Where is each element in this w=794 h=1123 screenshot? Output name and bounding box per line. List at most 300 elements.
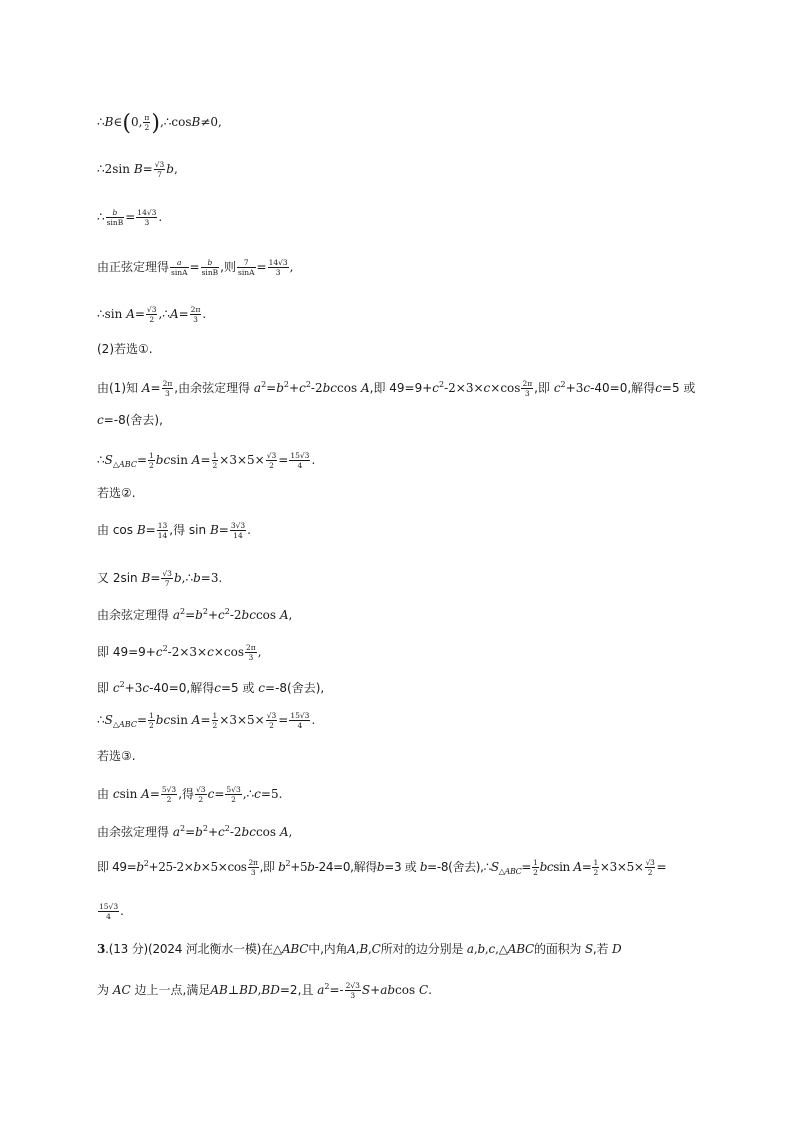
- numerator: 14√3: [268, 258, 288, 267]
- text: 0,: [130, 115, 143, 129]
- text: c: [553, 381, 561, 395]
- text: .: [311, 453, 316, 467]
- text: ,: [484, 942, 489, 956]
- denominator: 7: [157, 170, 162, 179]
- denominator: 14: [233, 531, 243, 540]
- text: .: [158, 210, 163, 224]
- solution-line-16: [97, 711, 704, 733]
- text: 由(1)知: [97, 381, 138, 395]
- text: =: [185, 608, 196, 622]
- text: ,: [473, 942, 478, 956]
- denominator: 3: [193, 315, 198, 324]
- text: =: [150, 381, 161, 395]
- text: c: [207, 787, 215, 801]
- text: =5.: [260, 787, 283, 801]
- text: b: [166, 162, 174, 176]
- text: bc: [539, 860, 554, 874]
- text: =: [189, 260, 200, 274]
- fraction: [245, 643, 257, 662]
- denominator: 2: [212, 461, 218, 470]
- text: c: [218, 608, 225, 622]
- solution-line-19: [97, 821, 704, 840]
- subscript: △ABC: [498, 867, 522, 876]
- text: BD: [261, 983, 280, 997]
- text: ,: [288, 608, 293, 622]
- text: +3: [124, 681, 143, 695]
- solution-line-9: [97, 451, 704, 473]
- numerator: 1: [212, 711, 218, 720]
- text: 由 cos: [97, 523, 134, 537]
- solution-line-8: [97, 412, 704, 428]
- superscript: 2: [439, 380, 445, 389]
- superscript: 2: [285, 859, 291, 868]
- text: S: [584, 942, 593, 956]
- superscript: 2: [224, 607, 230, 616]
- text: S: [361, 983, 371, 997]
- text: A: [141, 787, 150, 801]
- text: 又 2sin: [97, 571, 138, 585]
- text: ,得: [178, 787, 195, 801]
- solution-line-14: [97, 641, 704, 662]
- superscript: 2: [119, 680, 125, 689]
- text: =3.: [200, 571, 223, 585]
- text: b: [193, 571, 201, 585]
- superscript: 2: [305, 380, 311, 389]
- text: =: [278, 453, 289, 467]
- text: .: [428, 983, 432, 997]
- fraction: [266, 711, 278, 730]
- denominator: 3: [144, 218, 150, 227]
- text: -2×3×: [444, 381, 484, 395]
- text: 所对的边分别是: [380, 942, 464, 956]
- denominator: 4: [297, 461, 303, 470]
- fraction: [268, 258, 289, 277]
- text: c: [483, 381, 491, 395]
- text: ×5×cos: [200, 860, 247, 874]
- numerator: √3: [154, 160, 165, 169]
- text: sin: [119, 787, 138, 801]
- denominator: sinB: [106, 218, 124, 227]
- text: =: [266, 381, 277, 395]
- numerator: 5√3: [161, 785, 177, 794]
- superscript: 2: [162, 644, 168, 653]
- fraction: [161, 785, 177, 804]
- text: b: [477, 942, 485, 956]
- text: b: [276, 381, 284, 395]
- text: B: [359, 942, 368, 956]
- text: =: [136, 713, 148, 727]
- text: c: [214, 681, 221, 695]
- text: A: [126, 307, 135, 321]
- text: =: [218, 523, 229, 537]
- text: .(13 分)(2024 河北衡水一模)在△: [105, 942, 282, 956]
- numerator: 13: [157, 521, 168, 530]
- text: ,即: [534, 381, 550, 395]
- text: b: [195, 608, 203, 622]
- text: A: [360, 381, 370, 395]
- text: =: [185, 825, 196, 839]
- text: (2)若选①.: [97, 342, 153, 356]
- denominator: sinA: [238, 268, 255, 277]
- text: 由: [97, 787, 110, 801]
- numerator: [106, 208, 125, 218]
- text: 由余弦定理得: [97, 825, 170, 839]
- fraction: [148, 451, 155, 470]
- solution-line-11: [97, 521, 704, 540]
- text: ,则: [220, 260, 236, 274]
- text: =: [142, 162, 153, 176]
- text: ⊥: [227, 983, 240, 997]
- denominator: 2: [647, 868, 653, 877]
- text: b: [112, 208, 118, 217]
- numerator: π: [144, 113, 150, 122]
- numerator: √3: [146, 305, 157, 314]
- solution-line-7: [97, 377, 704, 398]
- superscript: 2: [180, 824, 186, 833]
- denominator: 2: [269, 721, 274, 730]
- text: ×3×5×: [219, 713, 265, 727]
- text: c: [112, 787, 120, 801]
- denominator: 2: [212, 721, 218, 730]
- text: =: [200, 453, 211, 467]
- text: ,即: [259, 860, 275, 874]
- fraction: [154, 160, 166, 179]
- text: A: [347, 942, 356, 956]
- text: =: [521, 860, 532, 874]
- text: c: [299, 381, 306, 395]
- text: =5 或: [220, 681, 255, 695]
- fraction: [157, 521, 169, 540]
- denominator: 2: [166, 795, 172, 804]
- text: 中,内角: [308, 942, 348, 956]
- text: =: [581, 860, 592, 874]
- text: A: [169, 307, 179, 321]
- text: D: [611, 942, 622, 956]
- solution-line-6: [97, 341, 704, 357]
- numerator: √3: [196, 785, 206, 794]
- text: =: [200, 713, 211, 727]
- text: ×cos: [213, 645, 245, 659]
- text: B: [104, 115, 114, 129]
- solution-line-1: [97, 111, 704, 136]
- fraction: [289, 451, 310, 470]
- text: 即 49=: [97, 860, 137, 874]
- text: =: [178, 307, 189, 321]
- fraction: [248, 858, 259, 877]
- numerator: 2π: [162, 379, 173, 388]
- text: ABC: [281, 942, 309, 956]
- text: a: [317, 983, 325, 997]
- text: +3: [565, 381, 584, 395]
- fraction: [148, 711, 155, 730]
- numerator: 15√3: [99, 902, 119, 911]
- text: sin: [553, 860, 570, 874]
- text: AC: [112, 983, 131, 997]
- text: ×cos: [490, 381, 521, 395]
- text: cos: [255, 825, 277, 839]
- text: b: [376, 860, 385, 874]
- text: AB: [210, 983, 228, 997]
- superscript: 2: [283, 380, 290, 389]
- numerator: 7: [237, 258, 256, 268]
- text: ∴: [97, 115, 105, 129]
- numerator: 14√3: [137, 208, 157, 217]
- text: ,∴cos: [159, 115, 192, 129]
- fraction: [225, 785, 241, 804]
- text: C: [371, 942, 381, 956]
- text: A: [191, 713, 201, 727]
- text: =2,且: [279, 983, 314, 997]
- text: c: [432, 381, 440, 395]
- problem-number: 3: [97, 942, 106, 956]
- solution-line-10: [97, 485, 704, 501]
- text: 即: [97, 681, 110, 695]
- text: =-8(舍去),: [265, 681, 325, 695]
- text: S: [104, 453, 113, 467]
- text: .: [202, 307, 207, 321]
- text: ∴sin: [97, 307, 123, 321]
- text: c: [258, 681, 266, 695]
- text: 若选②.: [97, 486, 136, 500]
- text: cos: [255, 608, 277, 622]
- text: =-: [329, 983, 344, 997]
- superscript: 2: [224, 824, 230, 833]
- text: cos: [337, 381, 358, 395]
- text: .: [311, 713, 316, 727]
- text: ,: [355, 942, 360, 956]
- denominator: 7: [164, 579, 170, 588]
- denominator: 2: [198, 795, 204, 804]
- text: b: [136, 860, 144, 874]
- numerator: 3√3: [230, 521, 246, 530]
- text: .: [247, 523, 251, 537]
- solution-line-2: [97, 160, 704, 179]
- text: ∴: [97, 210, 105, 224]
- text: a: [172, 825, 180, 839]
- denominator: 4: [297, 721, 303, 730]
- solution-line-17: [97, 748, 704, 764]
- text: ∴: [97, 713, 105, 727]
- text: c: [488, 942, 496, 956]
- text: -40=0,解得: [149, 681, 215, 695]
- numerator: 1: [212, 451, 218, 460]
- text: S: [490, 860, 499, 874]
- text: bc: [322, 381, 338, 395]
- text: a: [177, 258, 182, 267]
- denominator: 14: [157, 531, 168, 540]
- solution-line-15: [97, 677, 704, 696]
- text: ,: [173, 162, 178, 176]
- denominator: 2: [593, 868, 598, 877]
- fraction: [98, 902, 119, 921]
- text: ,得 sin: [169, 523, 207, 537]
- numerator: 1: [149, 451, 154, 460]
- fraction: [532, 858, 538, 877]
- superscript: 2: [202, 607, 208, 616]
- text: c: [254, 787, 261, 801]
- fraction: [266, 451, 278, 470]
- numerator: √3: [162, 569, 172, 578]
- text: ∴: [97, 453, 105, 467]
- text: BD: [239, 983, 258, 997]
- denominator: 2: [149, 315, 155, 324]
- text: -2: [229, 825, 242, 839]
- text: b: [307, 860, 315, 874]
- denominator: sinB: [201, 268, 219, 277]
- fraction: [106, 208, 125, 227]
- fraction: [289, 711, 310, 730]
- text: bc: [155, 713, 171, 727]
- text: ,: [288, 825, 293, 839]
- numerator: 1: [533, 858, 538, 867]
- text: sin: [170, 453, 188, 467]
- fraction: [345, 981, 361, 1000]
- denominator: 3: [250, 868, 256, 877]
- text: -2: [229, 608, 242, 622]
- text: 即 49=9+: [97, 645, 156, 659]
- fraction: [190, 305, 202, 324]
- solution-line-13: [97, 604, 704, 623]
- numerator: 2√3: [345, 981, 360, 990]
- text: 由正弦定理得: [97, 260, 170, 274]
- numerator: √3: [645, 858, 655, 867]
- text: =: [136, 453, 148, 467]
- fraction: [645, 858, 656, 877]
- text: 的面积为: [534, 942, 582, 956]
- text: -2×3×: [167, 645, 208, 659]
- text: =: [656, 860, 667, 874]
- text: b: [193, 860, 201, 874]
- text: =-8(舍去),∴: [427, 860, 491, 874]
- text: c: [155, 645, 163, 659]
- text: ≠0,: [200, 115, 222, 129]
- text: ,由余弦定理得: [174, 381, 251, 395]
- text: =: [125, 210, 136, 224]
- solution-line-20: [97, 856, 704, 880]
- solution-line-18: [97, 785, 704, 804]
- text: ab: [380, 983, 396, 997]
- fraction: [195, 785, 207, 804]
- text: B: [136, 523, 146, 537]
- text: +: [289, 381, 300, 395]
- text: ,: [257, 983, 262, 997]
- numerator: √3: [266, 451, 277, 460]
- text: B: [141, 571, 151, 585]
- denominator: 2: [144, 123, 150, 132]
- numerator: 15√3: [290, 451, 310, 460]
- text: bc: [241, 608, 256, 622]
- text: 由余弦定理得: [97, 608, 170, 622]
- text: c: [583, 381, 591, 395]
- superscript: 2: [143, 859, 149, 868]
- denominator: 3: [248, 653, 254, 662]
- text: ,若: [592, 942, 609, 956]
- superscript: 2: [180, 607, 186, 616]
- solution-line-5: [97, 305, 704, 324]
- fraction: [230, 521, 246, 540]
- text: ,: [368, 942, 372, 956]
- text: ,: [289, 260, 294, 274]
- text: B: [133, 162, 143, 176]
- numerator: 1: [593, 858, 598, 867]
- problem-3-line-2: [97, 979, 704, 1000]
- text: sin: [170, 713, 188, 727]
- numerator: [201, 258, 220, 268]
- text: B: [191, 115, 201, 129]
- fraction: [143, 113, 150, 132]
- fraction: [212, 711, 219, 730]
- text: =3 或: [384, 860, 417, 874]
- text: ,△: [495, 942, 508, 956]
- text: A: [279, 825, 289, 839]
- denominator: 3: [524, 389, 530, 398]
- text: A: [141, 381, 151, 395]
- text: +: [370, 983, 381, 997]
- superscript: 2: [202, 824, 208, 833]
- right-paren: ): [151, 111, 160, 136]
- text: c: [218, 825, 225, 839]
- left-paren: (: [122, 111, 131, 136]
- numerator: 5√3: [226, 785, 241, 794]
- fraction: [212, 451, 219, 470]
- text: =: [145, 523, 156, 537]
- fraction: [162, 379, 174, 398]
- denominator: 2: [149, 721, 154, 730]
- numerator: 2π: [190, 305, 201, 314]
- fraction: [146, 305, 158, 324]
- denominator: 3: [350, 991, 356, 1000]
- text: .: [120, 904, 124, 918]
- text: c: [112, 681, 120, 695]
- fraction: [592, 858, 598, 877]
- denominator: 3: [275, 268, 281, 277]
- text: ABC: [507, 942, 535, 956]
- denominator: sinA: [171, 268, 188, 277]
- text: +25-2×: [148, 860, 194, 874]
- text: A: [279, 608, 289, 622]
- text: -24=0,解得: [314, 860, 377, 874]
- numerator: 2π: [246, 643, 256, 652]
- text: c: [97, 413, 104, 427]
- text: =: [134, 307, 145, 321]
- superscript: 2: [261, 380, 267, 389]
- text: bc: [155, 453, 171, 467]
- text: S: [104, 713, 113, 727]
- text: =: [214, 787, 225, 801]
- text: a: [466, 942, 474, 956]
- denominator: 2: [231, 795, 236, 804]
- text: ,∴: [242, 787, 255, 801]
- numerator: √3: [266, 711, 277, 720]
- denominator: 2: [149, 461, 154, 470]
- text: ×3×5×: [219, 453, 265, 467]
- text: 边上一点,满足: [134, 983, 211, 997]
- text: B: [209, 523, 219, 537]
- text: ∈: [113, 115, 123, 129]
- numerator: 1: [149, 711, 154, 720]
- text: C: [418, 983, 429, 997]
- text: -2: [310, 381, 323, 395]
- text: ,即 49=9+: [369, 381, 433, 395]
- text: b: [419, 860, 428, 874]
- text: +: [207, 608, 218, 622]
- text: ,: [257, 645, 262, 659]
- subscript: △ABC: [112, 460, 137, 469]
- numerator: 2π: [248, 858, 258, 867]
- solution-line-12: [97, 569, 704, 588]
- solution-line-3: [97, 208, 704, 227]
- text: +5: [290, 860, 308, 874]
